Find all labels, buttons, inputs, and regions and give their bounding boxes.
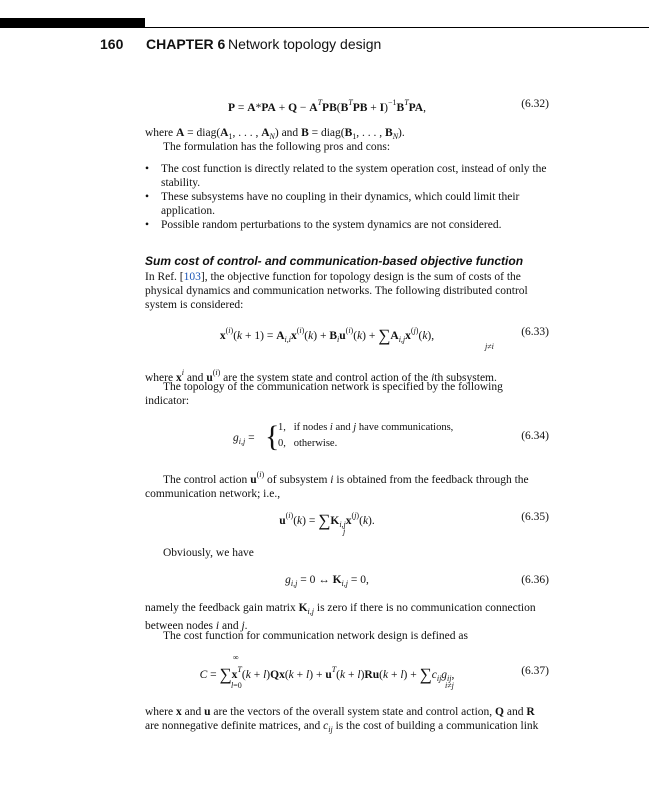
equation-body: $x^{(i)}(k + 1) = A_{i,i}x^{(i)}(k) + B_iu^{(i)}(k) + \sum A_{i,j}x^{(j)}(k)$, xyxy=(219,326,435,345)
case-2: 0, otherwise. xyxy=(278,438,338,449)
header-rule xyxy=(145,27,649,28)
header-bar xyxy=(0,18,145,28)
equation-body: $u^{(i)}(k) = \sum K_{i,j}x^{(j)}(k)$. xyxy=(279,511,375,530)
list-item: • Possible random perturbations to the system dynamics are not considered. xyxy=(145,218,549,232)
list-item: • The cost function is directly related to the system operation cost, instead of only the stability. xyxy=(145,162,549,190)
equation-body: $g_{i,j} = 0$ ↔ $K_{i,j} = 0$, xyxy=(285,574,369,588)
chapter-label: CHAPTER 6 xyxy=(146,36,226,52)
equation-number: (6.33) xyxy=(521,326,549,338)
paragraph-topology: The topology of the communication network is specified by the following indicator: xyxy=(145,381,503,407)
section-title: Network topology design xyxy=(228,36,382,52)
equation-number: (6.35) xyxy=(521,511,549,523)
paragraph-last: where x and u are the vectors of the overall system state and control action, Q and R are nonnegative definite matrices, and $c_{ij}$ is the cost of building a communication link xyxy=(145,706,539,734)
equation-body: $P = A*PA + Q - A^TPB(B^TPB + I)^{-1}B^TPA$, xyxy=(228,98,426,114)
paragraph-namely: namely the feedback gain matrix $K_{i,j}$ is zero if there is no communication connection between nodes i and j. xyxy=(145,602,536,632)
paragraph-pros-cons: The formulation has the following pros and cons: xyxy=(163,141,391,153)
equation-lhs: $g_{i,j}$ = xyxy=(233,432,255,446)
section-heading: Sum cost of control- and communication-based objective function xyxy=(145,254,524,268)
brace: { xyxy=(265,420,280,453)
paragraph-control: The control action $u^{(i)}$ of subsystem i is obtained from the feedback through the communication network; i.e., xyxy=(145,470,529,500)
bullet-list xyxy=(145,162,549,232)
paragraph-ref-intro: In Ref. [103], the objective function for topology design is the sum of costs of the physical dynamics and communication networks. The following distributed control system is considered: xyxy=(145,271,528,311)
equation-body: $C = \sum x^T(k + l)Qx(k + l) + u^T(k + l)Ru(k + l) + \sum c_{ij}g_{ij}$, xyxy=(199,665,455,684)
equation-number: (6.34) xyxy=(521,430,549,442)
list-item: • These subsystems have no coupling in their dynamics, which could limit their application. xyxy=(145,190,549,218)
page-number: 160 xyxy=(100,36,124,52)
equation-6-34 xyxy=(145,420,549,460)
equation-number: (6.37) xyxy=(521,665,549,677)
paragraph-cost: The cost function for communication network design is defined as xyxy=(163,630,468,642)
paragraph-where-ab: where $A = diag(A_1$, . . . , $A_N$) and $B = diag(B_1$, . . . , $B_N$). xyxy=(145,127,405,141)
paragraph-obviously: Obviously, we have xyxy=(163,547,254,559)
equation-6-37: ∞ $C = \sum x^T(k + l)Qx(k + l) + u^T(k + l)Ru(k + l) + \sum c_{ij}g_{ij}$, l=0 i≠j (6.37) xyxy=(145,665,549,693)
citation-link[interactable]: 103 xyxy=(183,271,201,283)
case-1: 1, if nodes i and j have communications, xyxy=(278,422,454,433)
paragraph-where-xu: where $x^i$ and $u^{(i)}$ are the system state and control action of the ith subsystem. xyxy=(145,368,497,384)
equation-number: (6.36) xyxy=(521,574,549,586)
equation-number: (6.32) xyxy=(521,98,549,110)
